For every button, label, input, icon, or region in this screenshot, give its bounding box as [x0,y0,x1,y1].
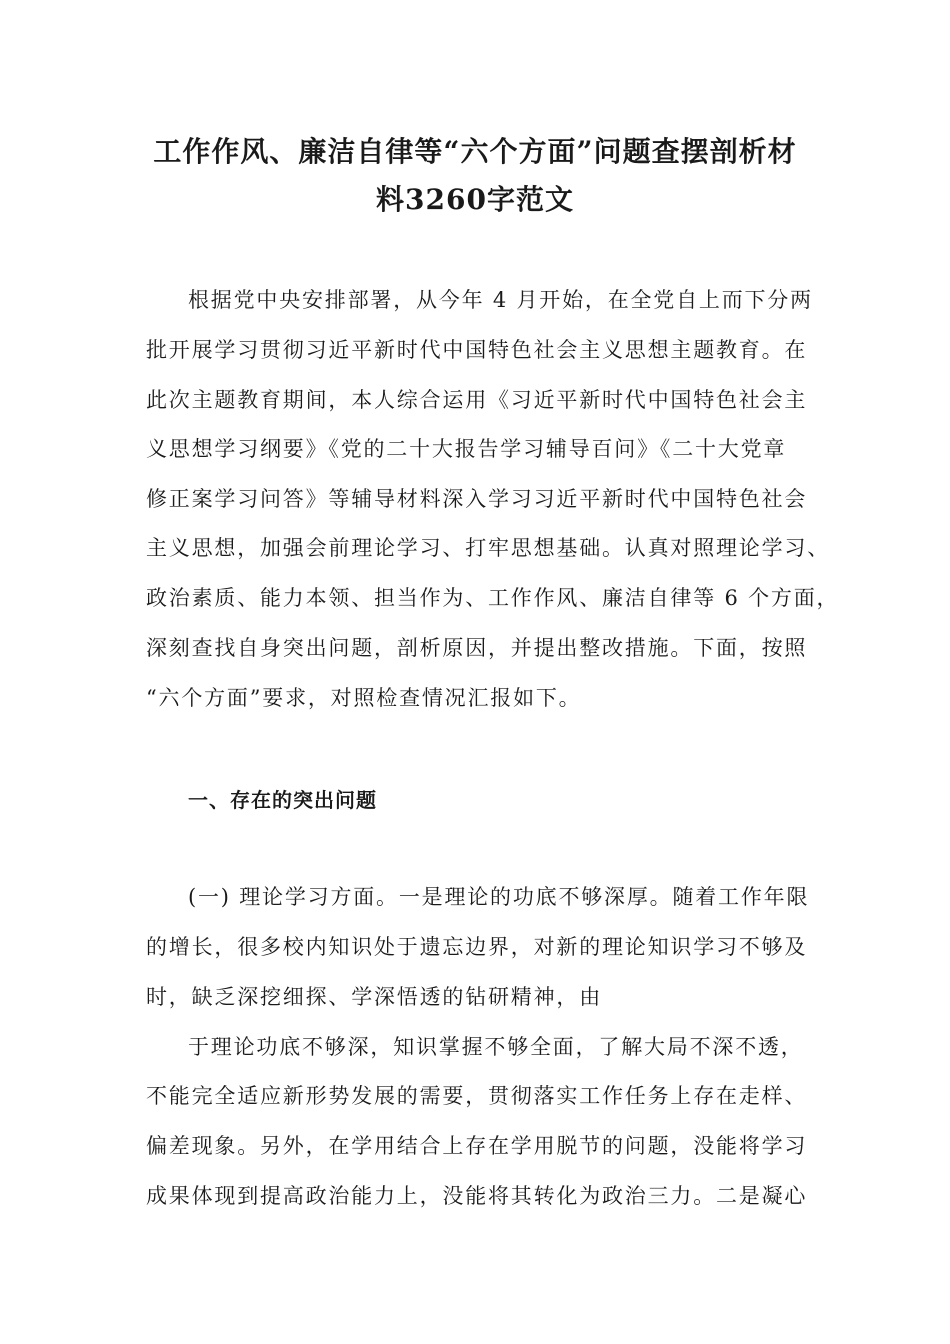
document-title [120,128,830,224]
section-line-7: 成果体现到提高政治能力上，没能将其转化为政治三力。二是凝心 [146,1184,808,1208]
title-line-1: 工作作风、廉洁自律等“六个方面”问题查摆剖析材 [153,135,797,168]
section-heading: 一、存在的突出问题 [188,788,377,812]
section-line-1: (一) 理论学习方面。一是理论的功底不够深厚。随着工作年限 [188,885,810,909]
intro-line-4: 义思想学习纲要》《党的二十大报告学习辅导百问》《二十大党章 [146,437,787,461]
section-line-6: 偏差现象。另外，在学用结合上存在学用脱节的问题，没能将学习 [146,1134,808,1158]
intro-line-6: 主义思想，加强会前理论学习、打牢思想基础。认真对照理论学习、 [146,536,830,560]
section-line-5: 不能完全适应新形势发展的需要，贯彻落实工作任务上存在走样、 [146,1084,808,1108]
title-line-2: 料3260字范文 [376,183,574,216]
section-line-3: 时，缺乏深挖细探、学深悟透的钻研精神，由 [146,985,602,1009]
intro-line-1: 根据党中央安排部署，从今年 4 月开始，在全党自上而下分两 [188,288,813,312]
intro-line-8: 深刻查找自身突出问题，剖析原因，并提出整改措施。下面，按照 [146,636,808,660]
intro-line-3: 此次主题教育期间，本人综合运用《习近平新时代中国特色社会主 [146,388,808,412]
intro-line-2: 批开展学习贯彻习近平新时代中国特色社会主义思想主题教育。在 [146,338,808,362]
section-line-4: 于理论功底不够深，知识掌握不够全面，了解大局不深不透， [188,1035,804,1059]
intro-line-9: “六个方面”要求，对照检查情况汇报如下。 [146,686,582,710]
intro-line-7: 政治素质、能力本领、担当作为、工作作风、廉洁自律等 6 个方面， [146,586,840,610]
intro-line-5: 修正案学习问答》等辅导材料深入学习习近平新时代中国特色社会 [146,487,808,511]
section-line-2: 的增长，很多校内知识处于遗忘边界，对新的理论知识学习不够及 [146,935,808,959]
